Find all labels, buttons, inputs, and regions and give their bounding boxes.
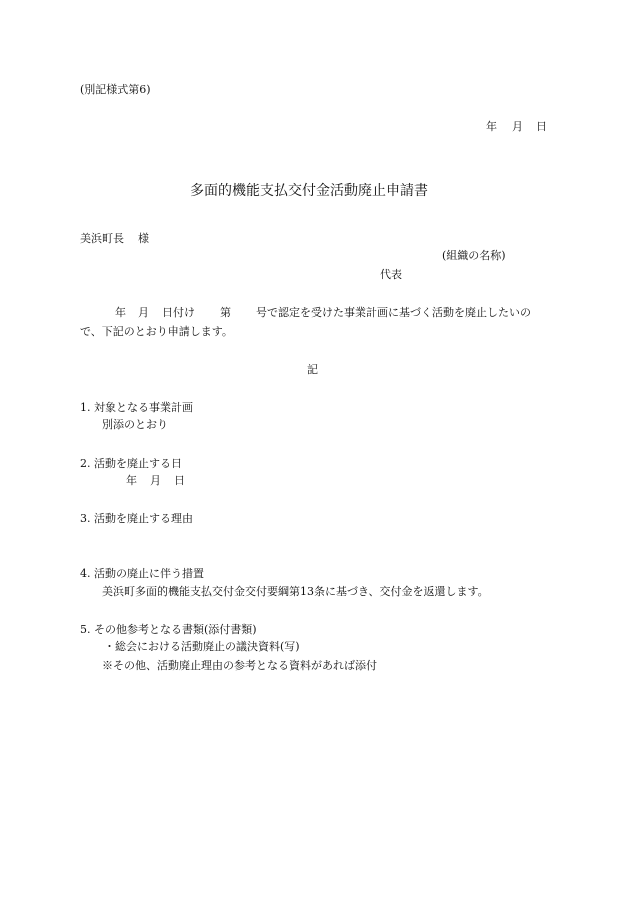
section-1-heading: 1. 対象となる事業計画 (80, 401, 193, 414)
date-month: 月 (512, 120, 523, 133)
section-5-heading: 5. その他参考となる書類(添付書類) (80, 623, 257, 636)
addressee-name: 美浜町長 (80, 232, 124, 245)
section-5-item-1: ・総会における活動廃止の議決資料(写) (104, 640, 300, 653)
section-2-year: 年 (126, 474, 137, 487)
body-year: 年 (115, 306, 126, 319)
date-year: 年 (486, 120, 497, 133)
body-no-prefix: 第 (220, 306, 231, 319)
section-2-heading: 2. 活動を廃止する日 (80, 457, 182, 470)
ki-heading: 記 (307, 363, 318, 376)
section-2-day: 日 (174, 474, 185, 487)
form-label: (別記様式第6) (80, 83, 151, 96)
org-name-label: (組織の名称) (442, 249, 506, 262)
date-day: 日 (536, 120, 547, 133)
body-month: 月 (138, 306, 149, 319)
addressee-honorific: 様 (138, 232, 149, 245)
body-line1-rest: 号で認定を受けた事業計画に基づく活動を廃止したいの (256, 306, 531, 319)
body-line2: で、下記のとおり申請します。 (80, 325, 233, 338)
section-3-heading: 3. 活動を廃止する理由 (80, 512, 193, 525)
section-1-content: 別添のとおり (102, 418, 168, 431)
body-day-dated: 日付け (162, 306, 195, 319)
section-4-heading: 4. 活動の廃止に伴う措置 (80, 567, 204, 580)
section-2-month: 月 (150, 474, 161, 487)
document-title: 多面的機能支払交付金活動廃止申請書 (190, 183, 428, 199)
section-4-content: 美浜町多面的機能支払交付金交付要綱第13条に基づき、交付金を返還します。 (102, 585, 489, 598)
section-5-item-2: ※その他、活動廃止理由の参考となる資料があれば添付 (102, 659, 377, 672)
representative-label: 代表 (380, 268, 402, 281)
